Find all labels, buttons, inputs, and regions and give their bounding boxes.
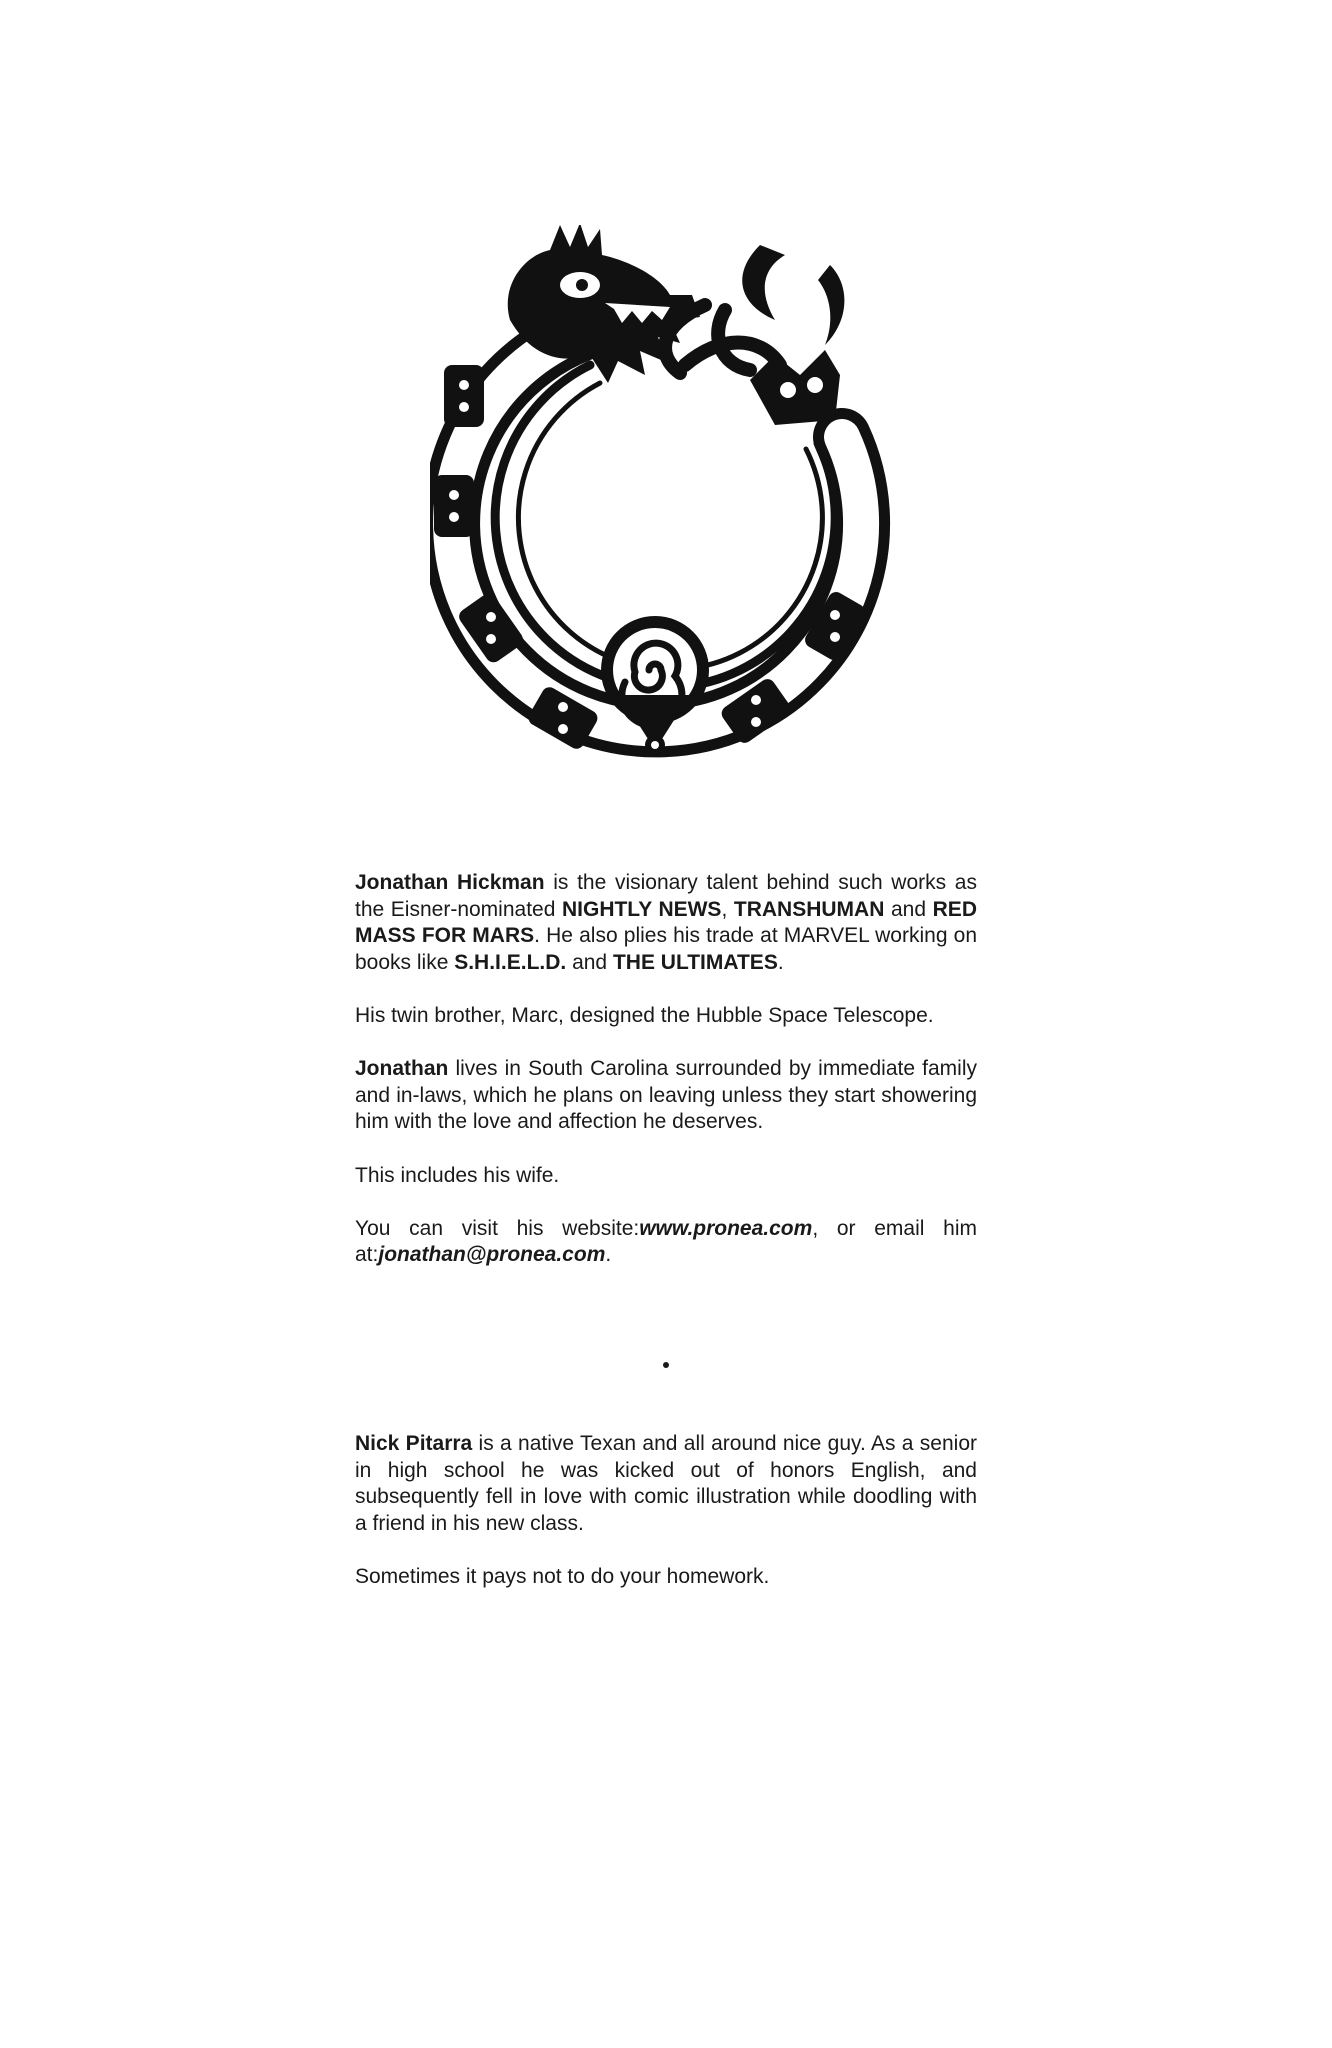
- homework-paragraph: Sometimes it pays not to do your homework.: [355, 1564, 770, 1588]
- author-name: Jonathan Hickman: [355, 871, 545, 894]
- contact-paragraph: You can visit his website:www.pronea.com, or email him at:jonathan@pronea.com.: [355, 1216, 977, 1267]
- hickman-bio: [355, 870, 977, 1269]
- wife-paragraph: This includes his wife.: [355, 1163, 560, 1187]
- separator-dot: [663, 1362, 669, 1368]
- pitarra-intro-paragraph: Nick Pitarra is a native Texan and all around nice guy. As a senior in high school he was kicked out of honors English, and subsequently fell in love with comic illustration while doodling with a friend in his new class.: [355, 1432, 978, 1535]
- pitarra-bio: [355, 1431, 977, 1591]
- author-name: Jonathan: [355, 1057, 449, 1081]
- work-title: NIGHTLY NEWS: [561, 897, 722, 921]
- hickman-intro-paragraph: Jonathan Hickman is the visionary talent behind such works as the Eisner-nominated NIGHTLY NEWS, TRANSHUMAN and RED MASS FOR MARS. He also plies his trade at MARVEL working on books like S.H.I.E.L.D. and THE ULTIMATES.: [355, 871, 978, 974]
- email-link[interactable]: jonathan@pronea.com: [378, 1243, 606, 1267]
- author-name: Nick Pitarra: [355, 1432, 473, 1455]
- work-title: S.H.I.E.L.D.: [454, 950, 567, 974]
- twin-brother-paragraph: His twin brother, Marc, designed the Hubble Space Telescope.: [355, 1003, 934, 1027]
- website-link[interactable]: www.pronea.com: [639, 1216, 813, 1240]
- work-title: THE ULTIMATES: [612, 950, 778, 974]
- work-title: RED MASS FOR MARS: [355, 897, 977, 948]
- residence-paragraph: Jonathan lives in South Carolina surrounded by immediate family and in-laws, which he plans on leaving unless they start showering him with the love and affection he deserves.: [355, 1057, 977, 1134]
- serpent-emblem-icon: [430, 225, 900, 770]
- work-title: TRANSHUMAN: [733, 897, 885, 921]
